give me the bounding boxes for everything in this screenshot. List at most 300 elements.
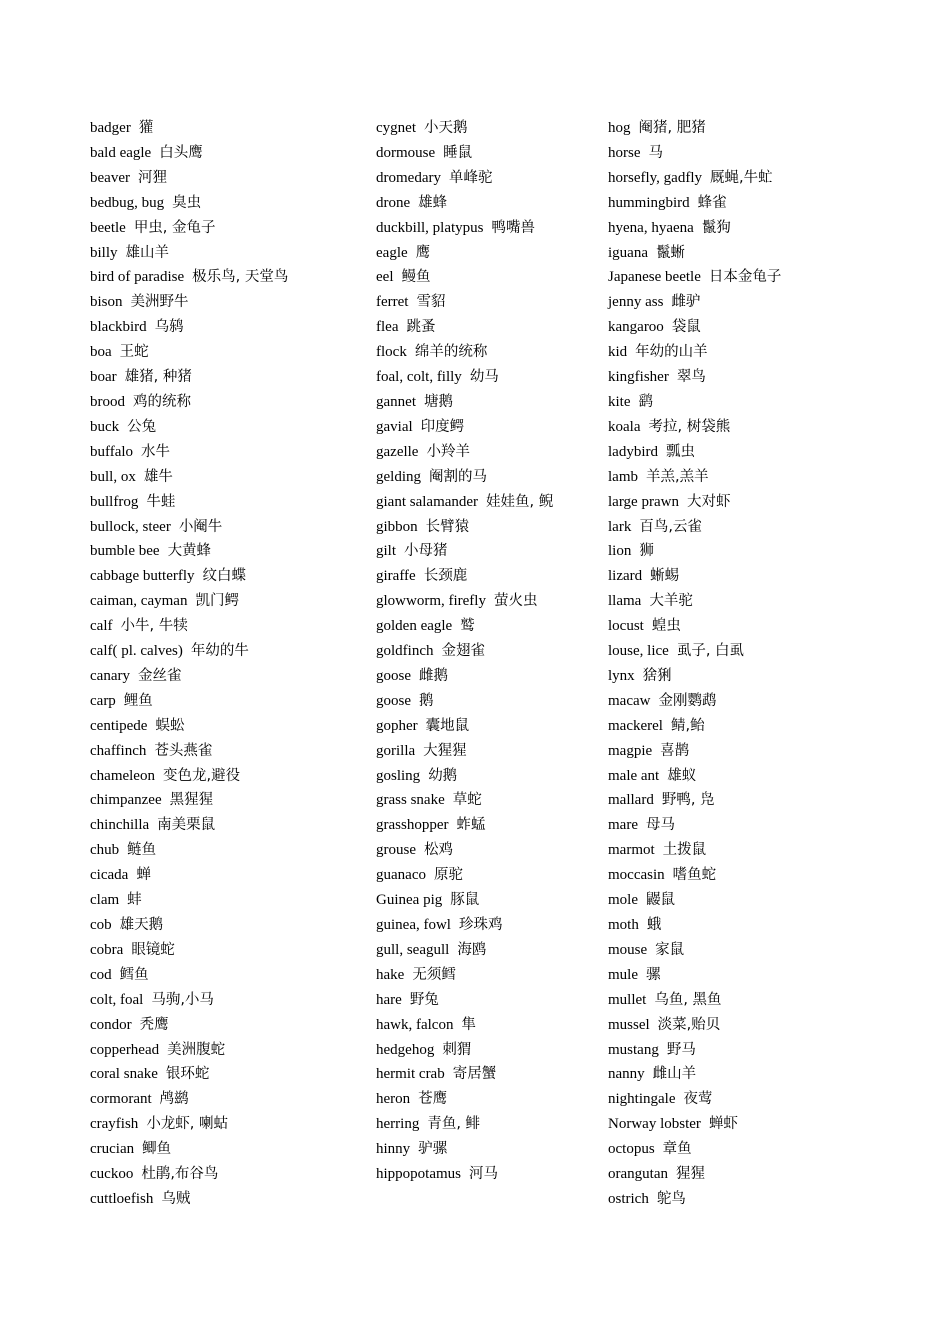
chinese-translation: 野兔 (409, 991, 439, 1008)
chinese-translation: 鹰 (415, 244, 431, 261)
english-term: mare (608, 817, 638, 834)
vocabulary-entry (90, 963, 350, 988)
chinese-translation: 秃鹰 (139, 1016, 169, 1033)
english-term: beetle (90, 219, 126, 236)
chinese-translation: 南美栗鼠 (157, 817, 216, 834)
vocabulary-entry (90, 390, 350, 415)
vocabulary-entry (608, 440, 848, 465)
vocabulary-entry (608, 714, 848, 739)
english-term: gosling (376, 767, 421, 784)
vocabulary-entry (608, 614, 848, 639)
chinese-translation: 大对虾 (686, 493, 731, 510)
vocabulary-entry (90, 166, 350, 191)
english-term: marmot (608, 842, 655, 859)
chinese-translation: 羊羔,羔羊 (646, 468, 709, 485)
english-term: louse, lice (608, 643, 669, 660)
chinese-translation: 金翅雀 (441, 643, 485, 660)
english-term: goldfinch (376, 643, 434, 660)
chinese-translation: 幼马 (469, 369, 499, 386)
chinese-translation: 骡 (646, 966, 661, 983)
vocabulary-entry (608, 1062, 848, 1087)
english-term: duckbill, platypus (376, 219, 484, 236)
chinese-translation: 厩蝇,牛虻 (710, 169, 773, 186)
english-term: goose (376, 667, 411, 684)
vocabulary-entry (90, 1087, 350, 1112)
chinese-translation: 百鸟,云雀 (639, 518, 702, 535)
english-term: lynx (608, 667, 635, 684)
vocabulary-entry (90, 116, 350, 141)
chinese-translation: 极乐鸟, 天堂鸟 (192, 269, 289, 286)
chinese-translation: 阉猪, 肥猪 (638, 120, 706, 136)
chinese-translation: 鳕鱼 (119, 966, 149, 983)
chinese-translation: 乌贼 (161, 1190, 191, 1207)
english-term: grasshopper (376, 817, 449, 834)
vocabulary-entry (90, 838, 350, 863)
english-term: nanny (608, 1066, 645, 1083)
chinese-translation: 家鼠 (655, 941, 685, 958)
english-term: golden eagle (376, 618, 453, 635)
chinese-translation: 鼹鼠 (646, 892, 675, 909)
chinese-translation: 珍珠鸡 (458, 917, 503, 933)
english-term: cod (90, 966, 112, 983)
chinese-translation: 驴骡 (418, 1141, 448, 1158)
vocabulary-entry (608, 265, 848, 290)
chinese-translation: 狮 (639, 543, 654, 560)
chinese-translation: 睡鼠 (443, 144, 473, 161)
chinese-translation: 蚱蜢 (456, 817, 486, 834)
chinese-translation: 小天鹅 (423, 120, 468, 136)
english-term: lamb (608, 468, 638, 485)
chinese-translation: 嗜鱼蛇 (672, 867, 717, 884)
chinese-translation: 长颈鹿 (423, 568, 468, 585)
chinese-translation: 跳蚤 (406, 319, 436, 336)
chinese-translation: 囊地鼠 (425, 717, 470, 734)
vocabulary-entry (608, 963, 848, 988)
vocabulary-entry (608, 888, 848, 913)
chinese-translation: 苍鹰 (418, 1091, 448, 1108)
english-term: gopher (376, 717, 418, 734)
vocabulary-entry (608, 813, 848, 838)
chinese-translation: 蛾 (646, 917, 662, 933)
chinese-translation: 眼镜蛇 (131, 941, 175, 958)
english-term: gilt (376, 543, 397, 560)
vocabulary-entry (376, 564, 581, 589)
vocabulary-entry (90, 490, 350, 515)
english-term: ladybird (608, 443, 658, 460)
english-term: hog (608, 120, 631, 136)
vocabulary-entry (376, 315, 581, 340)
chinese-translation: 杜鹃,布谷鸟 (141, 1166, 219, 1183)
english-term: chinchilla (90, 817, 150, 834)
english-term: dormouse (376, 144, 436, 161)
vocabulary-entry (608, 739, 848, 764)
english-term: condor (90, 1016, 132, 1033)
chinese-translation: 雄蚁 (667, 767, 697, 784)
english-term: mouse (608, 941, 648, 958)
chinese-translation: 夜莺 (683, 1091, 713, 1108)
english-term: centipede (90, 717, 148, 734)
chinese-translation: 淡菜,贻贝 (657, 1016, 721, 1033)
english-term: mussel (608, 1016, 650, 1033)
vocabulary-entry (376, 515, 581, 540)
chinese-translation: 白头鹰 (159, 144, 203, 161)
english-term: canary (90, 667, 130, 684)
vocabulary-entry (376, 1013, 581, 1038)
vocabulary-entry (90, 689, 350, 714)
chinese-translation: 黑猩猩 (169, 792, 214, 809)
vocabulary-entry (90, 539, 350, 564)
vocabulary-entry (90, 1162, 350, 1187)
chinese-translation: 雄山羊 (125, 244, 170, 261)
chinese-translation: 蜂雀 (697, 194, 727, 211)
vocabulary-entry (90, 1137, 350, 1162)
chinese-translation: 王蛇 (119, 344, 149, 361)
vocabulary-entry (376, 290, 581, 315)
vocabulary-entry (608, 664, 848, 689)
vocabulary-entry (90, 340, 350, 365)
vocabulary-entry (608, 315, 848, 340)
english-term: large prawn (608, 493, 679, 510)
english-term: ostrich (608, 1190, 649, 1207)
english-term: badger (90, 120, 131, 136)
vocabulary-entry (376, 589, 581, 614)
english-term: crucian (90, 1141, 135, 1158)
vocabulary-entry (90, 415, 350, 440)
vocabulary-entry (90, 1187, 350, 1212)
chinese-translation: 年幼的牛 (190, 643, 249, 660)
chinese-translation: 大羊驼 (649, 593, 693, 610)
english-term: Guinea pig (376, 892, 443, 909)
vocabulary-entry (376, 813, 581, 838)
chinese-translation: 单峰驼 (448, 169, 493, 186)
vocabulary-entry (376, 116, 581, 141)
chinese-translation: 猞猁 (642, 667, 672, 684)
chinese-translation: 鬣狗 (701, 219, 731, 236)
chinese-translation: 青鱼, 鲱 (427, 1116, 481, 1133)
chinese-translation: 鬣蜥 (655, 244, 685, 261)
english-term: bison (90, 294, 123, 311)
english-term: hyena, hyaena (608, 219, 694, 236)
chinese-translation: 小龙虾, 喇蛄 (146, 1116, 229, 1133)
chinese-translation: 年幼的山羊 (635, 344, 708, 361)
vocabulary-entry (376, 1038, 581, 1063)
english-term: mullet (608, 991, 647, 1008)
english-term: iguana (608, 244, 648, 261)
english-term: calf( pl. calves) (90, 643, 183, 660)
chinese-translation: 小母猪 (404, 543, 448, 560)
english-term: goose (376, 692, 411, 709)
english-term: cabbage butterfly (90, 568, 195, 585)
vocabulary-entry (608, 116, 848, 141)
chinese-translation: 鲭,鲐 (670, 717, 705, 734)
english-term: heron (376, 1091, 411, 1108)
vocabulary-entry (608, 863, 848, 888)
vocabulary-entry (608, 216, 848, 241)
vocabulary-entry (376, 863, 581, 888)
chinese-translation: 雌山羊 (652, 1066, 697, 1083)
vocabulary-entry (608, 1038, 848, 1063)
chinese-translation: 臭虫 (172, 194, 202, 211)
vocabulary-entry (376, 739, 581, 764)
vocabulary-entry (608, 988, 848, 1013)
chinese-translation: 阉割的马 (429, 468, 487, 485)
vocabulary-entry (376, 490, 581, 515)
vocabulary-entry (376, 938, 581, 963)
english-term: moccasin (608, 867, 665, 884)
vocabulary-entry (608, 465, 848, 490)
vocabulary-entry (376, 963, 581, 988)
chinese-translation: 乌鸫 (154, 319, 184, 336)
chinese-translation: 雄猪, 种猪 (124, 369, 192, 386)
english-term: colt, foal (90, 991, 144, 1008)
vocabulary-entry (90, 515, 350, 540)
vocabulary-entry (90, 589, 350, 614)
english-term: hedgehog (376, 1041, 435, 1058)
chinese-translation: 野马 (666, 1041, 696, 1058)
vocabulary-entry (90, 216, 350, 241)
chinese-translation: 蝗虫 (651, 618, 681, 635)
chinese-translation: 萤火虫 (493, 593, 538, 610)
vocabulary-entry (90, 265, 350, 290)
english-term: brood (90, 393, 125, 410)
vocabulary-entry (376, 788, 581, 813)
chinese-translation: 无须鳕 (412, 966, 456, 983)
chinese-translation: 虱子, 白虱 (676, 643, 745, 660)
vocabulary-entry (376, 714, 581, 739)
chinese-translation: 喜鹊 (660, 742, 690, 759)
vocabulary-entry (376, 1062, 581, 1087)
chinese-translation: 隼 (461, 1016, 476, 1033)
vocabulary-entry (608, 1187, 848, 1212)
english-term: giraffe (376, 568, 416, 585)
vocabulary-entry (608, 191, 848, 216)
english-term: Norway lobster (608, 1116, 701, 1133)
vocabulary-entry (376, 614, 581, 639)
english-term: bullock, steer (90, 518, 171, 535)
vocabulary-column-1 (90, 116, 350, 1212)
chinese-translation: 甲虫, 金龟子 (133, 219, 216, 236)
chinese-translation: 金丝雀 (137, 667, 182, 684)
chinese-translation: 娃娃鱼, 鲵 (486, 493, 554, 510)
chinese-translation: 獾 (138, 120, 154, 136)
vocabulary-entry (608, 1137, 848, 1162)
english-term: billy (90, 244, 118, 261)
chinese-translation: 变色龙,避役 (162, 767, 241, 784)
vocabulary-entry (608, 515, 848, 540)
vocabulary-entry (376, 838, 581, 863)
english-term: guanaco (376, 867, 426, 884)
vocabulary-entry (608, 788, 848, 813)
english-term: eagle (376, 244, 408, 261)
chinese-translation: 河马 (469, 1166, 498, 1183)
english-term: eel (376, 269, 394, 286)
chinese-translation: 马 (648, 144, 663, 161)
english-term: boa (90, 344, 112, 361)
vocabulary-entry (608, 1112, 848, 1137)
chinese-translation: 美洲野牛 (130, 294, 189, 311)
chinese-translation: 刺猬 (442, 1041, 472, 1058)
vocabulary-entry (376, 1112, 581, 1137)
chinese-translation: 塘鹅 (423, 393, 453, 410)
english-term: moth (608, 917, 639, 933)
vocabulary-entry (608, 390, 848, 415)
english-term: chub (90, 842, 120, 859)
chinese-translation: 水牛 (141, 443, 171, 460)
vocabulary-entry (90, 315, 350, 340)
english-term: cormorant (90, 1091, 152, 1108)
english-term: hare (376, 991, 402, 1008)
english-term: hummingbird (608, 194, 690, 211)
chinese-translation: 鸡的统称 (133, 393, 191, 410)
english-term: flock (376, 344, 407, 361)
vocabulary-entry (90, 564, 350, 589)
english-term: magpie (608, 742, 653, 759)
vocabulary-entry (90, 465, 350, 490)
chinese-translation: 小羚羊 (426, 443, 470, 460)
chinese-translation: 雪貂 (416, 294, 446, 311)
english-term: nightingale (608, 1091, 676, 1108)
english-term: gavial (376, 418, 413, 435)
chinese-translation: 鳗鱼 (401, 269, 431, 286)
english-term: llama (608, 593, 642, 610)
vocabulary-entry (376, 888, 581, 913)
english-term: buffalo (90, 443, 134, 460)
english-term: cygnet (376, 120, 416, 136)
chinese-translation: 印度鳄 (420, 418, 465, 435)
chinese-translation: 雄天鹅 (119, 917, 164, 933)
english-term: bull, ox (90, 468, 136, 485)
vocabulary-entry (90, 888, 350, 913)
vocabulary-entry (608, 1013, 848, 1038)
vocabulary-entry (90, 1062, 350, 1087)
vocabulary-entry (90, 938, 350, 963)
vocabulary-entry (608, 913, 848, 938)
english-term: chimpanzee (90, 792, 162, 809)
vocabulary-entry (608, 415, 848, 440)
chinese-translation: 蝉虾 (708, 1116, 738, 1133)
english-term: kangaroo (608, 319, 664, 336)
chinese-translation: 幼鹅 (428, 767, 458, 784)
vocabulary-entry (608, 241, 848, 266)
vocabulary-entry (608, 141, 848, 166)
vocabulary-entry (90, 863, 350, 888)
vocabulary-entry (90, 365, 350, 390)
chinese-translation: 大猩猩 (423, 742, 467, 759)
vocabulary-entry (376, 764, 581, 789)
chinese-translation: 雄蜂 (418, 194, 448, 211)
english-term: koala (608, 418, 641, 435)
chinese-translation: 豚鼠 (450, 892, 480, 909)
chinese-translation: 银环蛇 (165, 1066, 210, 1083)
english-term: mule (608, 966, 638, 983)
vocabulary-entry (90, 764, 350, 789)
chinese-translation: 蚌 (127, 892, 142, 909)
chinese-translation: 蝉 (136, 867, 151, 884)
english-term: mackerel (608, 717, 663, 734)
english-term: copperhead (90, 1041, 160, 1058)
vocabulary-entry (608, 589, 848, 614)
chinese-translation: 蜈蚣 (155, 717, 185, 734)
english-term: beaver (90, 169, 130, 186)
chinese-translation: 野鸭, 凫 (661, 792, 715, 809)
vocabulary-entry (376, 166, 581, 191)
vocabulary-entry (376, 1162, 581, 1187)
vocabulary-entry (376, 465, 581, 490)
vocabulary-entry (608, 166, 848, 191)
english-term: hake (376, 966, 405, 983)
chinese-translation: 鹅 (419, 692, 434, 709)
english-term: lizard (608, 568, 643, 585)
vocabulary-entry (90, 813, 350, 838)
english-term: macaw (608, 692, 651, 709)
chinese-translation: 日本金龟子 (708, 269, 782, 286)
vocabulary-entry (90, 664, 350, 689)
vocabulary-entry (608, 938, 848, 963)
chinese-translation: 松鸡 (424, 842, 453, 859)
english-term: gull, seagull (376, 941, 450, 958)
vocabulary-entry (376, 639, 581, 664)
english-term: chaffinch (90, 742, 147, 759)
chinese-translation: 河狸 (137, 169, 167, 186)
english-term: mallard (608, 792, 654, 809)
english-term: dromedary (376, 169, 441, 186)
english-term: lark (608, 518, 632, 535)
vocabulary-entry (376, 141, 581, 166)
english-term: gorilla (376, 742, 416, 759)
english-term: horse (608, 144, 641, 161)
vocabulary-entry (90, 1112, 350, 1137)
vocabulary-entry (608, 764, 848, 789)
chinese-translation: 公兔 (127, 418, 157, 435)
english-term: guinea, fowl (376, 917, 451, 933)
english-term: bald eagle (90, 144, 152, 161)
english-term: buck (90, 418, 120, 435)
vocabulary-entry (376, 241, 581, 266)
english-term: bullfrog (90, 493, 139, 510)
english-term: cuttloefish (90, 1190, 154, 1207)
vocabulary-entry (90, 241, 350, 266)
english-term: kid (608, 344, 628, 361)
vocabulary-entry (376, 539, 581, 564)
chinese-translation: 原驼 (433, 867, 463, 884)
vocabulary-entry (608, 365, 848, 390)
english-term: gannet (376, 393, 416, 410)
vocabulary-entry (376, 216, 581, 241)
vocabulary-entry (90, 1013, 350, 1038)
english-term: horsefly, gadfly (608, 169, 702, 186)
english-term: ferret (376, 294, 409, 311)
vocabulary-entry (608, 539, 848, 564)
vocabulary-entry (376, 415, 581, 440)
english-term: hermit crab (376, 1066, 445, 1083)
chinese-translation: 苍头燕雀 (154, 742, 213, 759)
english-term: cuckoo (90, 1166, 134, 1183)
english-term: male ant (608, 767, 660, 784)
chinese-translation: 美洲腹蛇 (167, 1041, 226, 1058)
vocabulary-entry (376, 664, 581, 689)
vocabulary-entry (376, 340, 581, 365)
vocabulary-entry (376, 390, 581, 415)
chinese-translation: 鲤鱼 (123, 692, 153, 709)
vocabulary-entry (376, 365, 581, 390)
english-term: orangutan (608, 1166, 668, 1183)
chinese-translation: 章鱼 (662, 1141, 692, 1158)
english-term: bedbug, bug (90, 194, 165, 211)
vocabulary-entry (608, 838, 848, 863)
english-term: foal, colt, filly (376, 369, 462, 386)
chinese-translation: 草蛇 (452, 792, 482, 809)
chinese-translation: 雄牛 (143, 468, 173, 485)
